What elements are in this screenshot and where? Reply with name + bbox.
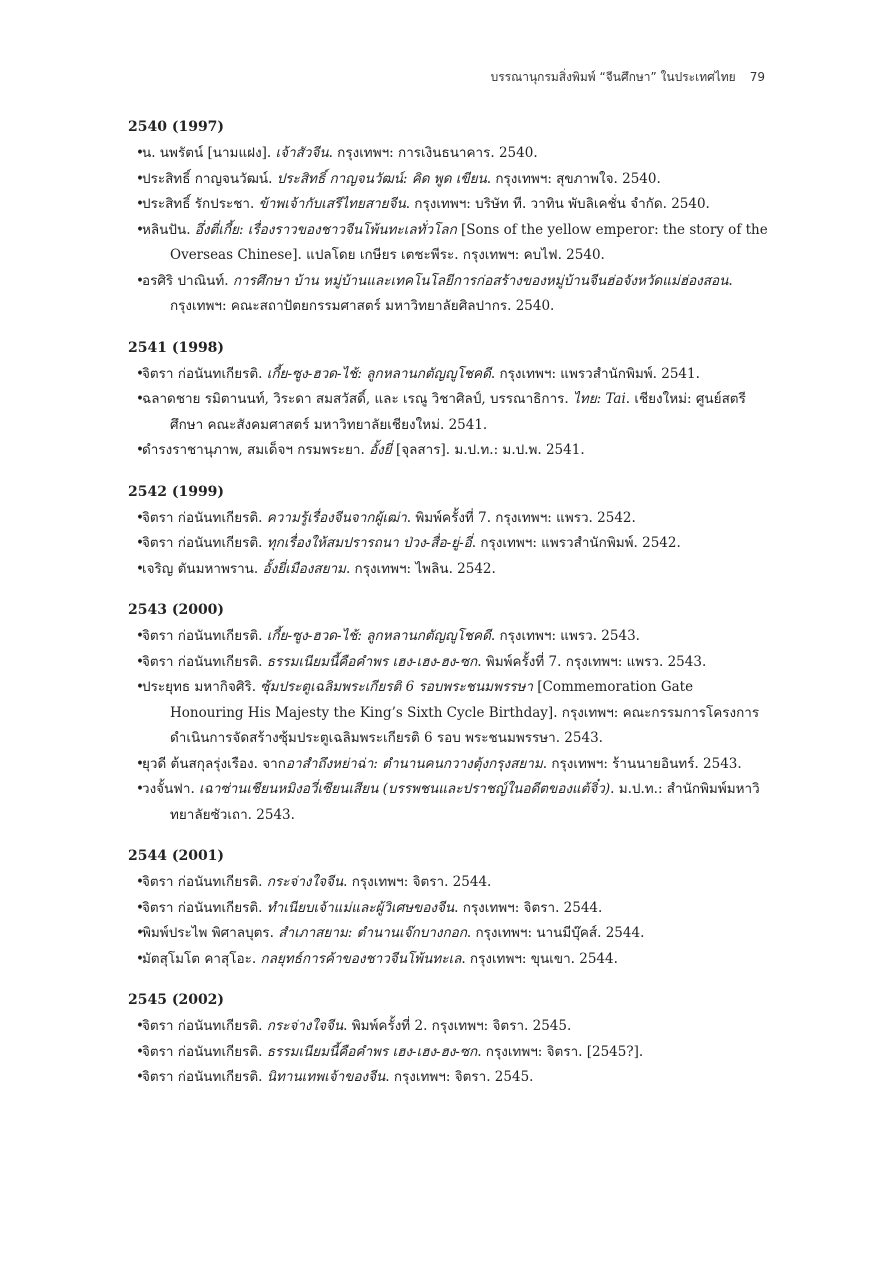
page-number: 79 [749,70,765,84]
entry-title: นิทานเทพเจ้าของจีน [266,1069,386,1085]
entry-text: จิตรา ก่อนันทเกียรติ. [142,653,267,670]
year-section [128,482,768,583]
bibliography-entry [128,387,768,438]
entry-title: อั้งยี่ [369,442,392,458]
entry-title: ซุ้มประตูเฉลิมพระเกียรติ 6 รอบพระชนมพรรษา [260,679,533,695]
entry-text: . กรุงเทพฯ: ไพลิน. 2542. [345,560,496,577]
entry-text: ประสิทธิ์ กาญจนวัฒน์. [142,170,277,187]
year-section [128,117,768,320]
entry-text: . พิมพ์ครั้งที่ 2. กรุงเทพฯ: จิตรา. 2545. [343,1018,572,1034]
entry-title: ธรรมเนียมนี้คือคำพร เฮง-เฮง-ฮง-ซก [266,653,478,670]
bibliography-entry [128,167,768,193]
entry-text: . กรุงเทพฯ: ขุนเขา. 2544. [461,950,618,967]
entry-text: [Commemoration Gate Honouring His Majesty the King’s Sixth Cycle Birthday]. กรุงเทพฯ: คณะกรรมการโครงการดำเนินการจัดสร้างซุ้มประตูเฉลิมพระเกียรติ 6 รอบ พระชนมพรรษา. 2543. [170,679,760,746]
bibliography-body [128,117,768,1109]
bibliography-entry [128,438,768,464]
year-section [128,338,768,464]
entry-text: . กรุงเทพฯ: บริษัท ที. วาทิน พับลิเคชั่น จำกัด. 2540. [405,196,710,212]
entry-text: จิตรา ก่อนันทเกียรติ. [142,1043,267,1060]
entry-title: กระจ่างใจจีน [266,1018,344,1034]
entry-title: เกี้ย-ซูง-ฮวด-ไช้: ลูกหลานกตัญญูโชคดี [266,365,491,382]
entry-text: . กรุงเทพฯ: แพรวสำนักพิมพ์. 2542. [471,535,681,551]
running-header [0,68,765,87]
entry-text: [จุลสาร]. ม.ป.ท.: ม.ป.พ. 2541. [391,442,585,458]
year-heading: 2542 (1999) [128,483,225,500]
entry-text: อรศิริ ปาณินท์. [142,272,233,289]
year-heading: 2545 (2002) [128,992,225,1008]
entry-text: . กรุงเทพฯ: การเงินธนาคาร. 2540. [328,145,538,161]
entry-list [128,624,768,828]
entry-text: ยุวดี ต้นสกุลรุ่งเรือง. จาก [142,755,286,772]
year-heading: 2544 (2001) [128,848,225,864]
bibliography-entry [128,192,768,218]
year-heading: 2541 (1998) [128,339,225,356]
entry-text: จิตรา ก่อนันทเกียรติ. [142,874,267,890]
entry-title: ทำเนียบเจ้าแม่และผู้วิเศษของจีน [266,899,455,916]
entry-title: เกี้ย-ซูง-ฮวด-ไช้: ลูกหลานกตัญญูโชคดี [266,628,491,644]
entry-title: กระจ่างใจจีน [266,874,344,890]
entry-text: น. นพรัตน์ [นามแฝง]. [142,145,276,161]
entry-text: . กรุงเทพฯ: คณะสถาปัตยกรรมศาสตร์ มหาวิทยาลัยศิลปากร. 2540. [170,272,733,314]
bibliography-entry [128,624,768,650]
entry-text: . กรุงเทพฯ: สุขภาพใจ. 2540. [486,170,661,187]
entry-title: เฉาซ่านเชียนหมิงอวี่เซียนเสียน (บรรพชนและปราชญ์ในอดีตของแต้จิ๋ว) [199,781,611,797]
entry-text: เจริญ ตันมหาพราน. [142,560,263,577]
year-heading: 2543 (2000) [128,602,225,618]
entry-title: กลยุทธ์การค้าของชาวจีนโพ้นทะเล [260,950,462,967]
bibliography-entry [128,1040,768,1066]
year-section [128,600,768,828]
entry-text: พิมพ์ประไพ พิศาลบุตร. [142,925,279,941]
entry-text: . กรุงเทพฯ: จิตรา. 2544. [343,874,492,890]
entry-title: ข้าพเจ้ากับเสรีไทยสายจีน [258,196,406,212]
bibliography-entry [128,141,768,167]
entry-text: . กรุงเทพฯ: นานมีบุ๊คส์. 2544. [466,925,645,941]
entry-list [128,506,768,583]
entry-text: จิตรา ก่อนันทเกียรติ. [142,1069,267,1085]
entry-text: จิตรา ก่อนันทเกียรติ. [142,365,267,382]
entry-title: ธรรมเนียมนี้คือคำพร เฮง-เฮง-ฮง-ซก [266,1043,478,1060]
entry-text: . พิมพ์ครั้งที่ 7. กรุงเทพฯ: แพรว. 2542. [406,509,636,526]
running-header-title: บรรณานุกรมสิ่งพิมพ์ “จีนศึกษา” ในประเทศไทย [490,70,736,84]
entry-text: มัตสุโมโต คาสุโอะ. [142,950,261,967]
entry-list [128,362,768,464]
bibliography-entry [128,269,768,320]
bibliography-entry [128,218,768,269]
entry-title: เจ้าสัวจีน [275,145,329,161]
bibliography-entry [128,896,768,922]
year-section [128,990,768,1091]
bibliography-entry [128,1014,768,1040]
entry-text: . กรุงเทพฯ: แพรว. 2543. [490,628,640,644]
entry-title: ทุกเรื่องให้สมปรารถนา ป่วง-สื่อ-ยู่-อี่ [266,535,472,551]
entry-list [128,870,768,972]
entry-text: [Sons of the yellow emperor: the story of the Overseas Chinese]. แปลโดย เกษียร เตชะพีระ. กรุงเทพฯ: คบไฟ. 2540. [170,221,768,263]
entry-text: . เชียงใหม่: ศูนย์สตรีศึกษา คณะสังคมศาสตร์ มหาวิทยาลัยเชียงใหม่. 2541. [170,391,746,433]
entry-title: ประสิทธิ์ กาญจนวัฒน์: คิด พูด เขียน [276,170,487,187]
entry-list [128,1014,768,1091]
bibliography-entry [128,557,768,583]
entry-text: ประยุทธ มหากิจศิริ. [142,679,261,695]
entry-text: ประสิทธิ์ รักประชา. [142,196,259,212]
bibliography-entry [128,650,768,676]
entry-title: ไทย: Tai [573,391,626,407]
entry-text: ดำรงราชานุภาพ, สมเด็จฯ กรมพระยา. [142,442,370,458]
entry-text: จิตรา ก่อนันทเกียรติ. [142,1018,267,1034]
bibliography-entry [128,752,768,778]
entry-title: อึ่งตี่เกี้ย: เรื่องราวของชาวจีนโพ้นทะเลทั่วโลก [194,221,457,238]
entry-text: . กรุงเทพฯ: จิตรา. 2544. [454,899,603,916]
bibliography-entry [128,777,768,828]
entry-text: ฉลาดชาย รมิตานนท์, วิระดา สมสวัสดิ์, และ เรณู วิชาศิลป์, บรรณาธิการ. [142,391,573,407]
entry-title: การศึกษา บ้าน หมู่บ้านและเทคโนโลยีการก่อสร้างของหมู่บ้านจีนฮ่อจังหวัดแม่ฮ่องสอน [232,272,729,289]
year-section [128,846,768,972]
entry-text: . กรุงเทพฯ: จิตรา. 2545. [385,1069,534,1085]
entry-title: ความรู้เรื่องจีนจากผู้เฒ่า [266,509,407,526]
bibliography-entry [128,1065,768,1091]
entry-text: วงจั้นฟา. [142,781,200,797]
entry-text: . ม.ป.ท.: สำนักพิมพ์มหาวิทยาลัยซัวเถา. 2543. [170,781,760,823]
bibliography-entry [128,870,768,896]
bibliography-entry [128,675,768,752]
entry-title: สำเภาสยาม: ตำนานเจ๊กบางกอก [278,925,467,941]
bibliography-entry [128,947,768,973]
entry-text: . กรุงเทพฯ: แพรวสำนักพิมพ์. 2541. [490,365,700,382]
entry-text: จิตรา ก่อนันทเกียรติ. [142,899,267,916]
entry-title: อั้งยี่เมืองสยาม [262,560,346,577]
entry-title: อาสำถึงหย่าฉ่า: ตำนานคนกวางตุ้งกรุงสยาม [285,755,543,772]
entry-text: . กรุงเทพฯ: ร้านนายอินทร์. 2543. [542,755,742,772]
entry-text: . กรุงเทพฯ: จิตรา. [2545?]. [477,1043,644,1060]
bibliography-entry [128,921,768,947]
entry-list [128,141,768,320]
bibliography-entry [128,531,768,557]
bibliography-entry [128,506,768,532]
entry-text: จิตรา ก่อนันทเกียรติ. [142,535,267,551]
bibliography-entry [128,362,768,388]
year-heading: 2540 (1997) [128,119,225,135]
entry-text: . พิมพ์ครั้งที่ 7. กรุงเทพฯ: แพรว. 2543. [477,653,707,670]
entry-text: จิตรา ก่อนันทเกียรติ. [142,628,267,644]
entry-text: จิตรา ก่อนันทเกียรติ. [142,509,267,526]
entry-text: หลินปัน. [142,221,195,238]
